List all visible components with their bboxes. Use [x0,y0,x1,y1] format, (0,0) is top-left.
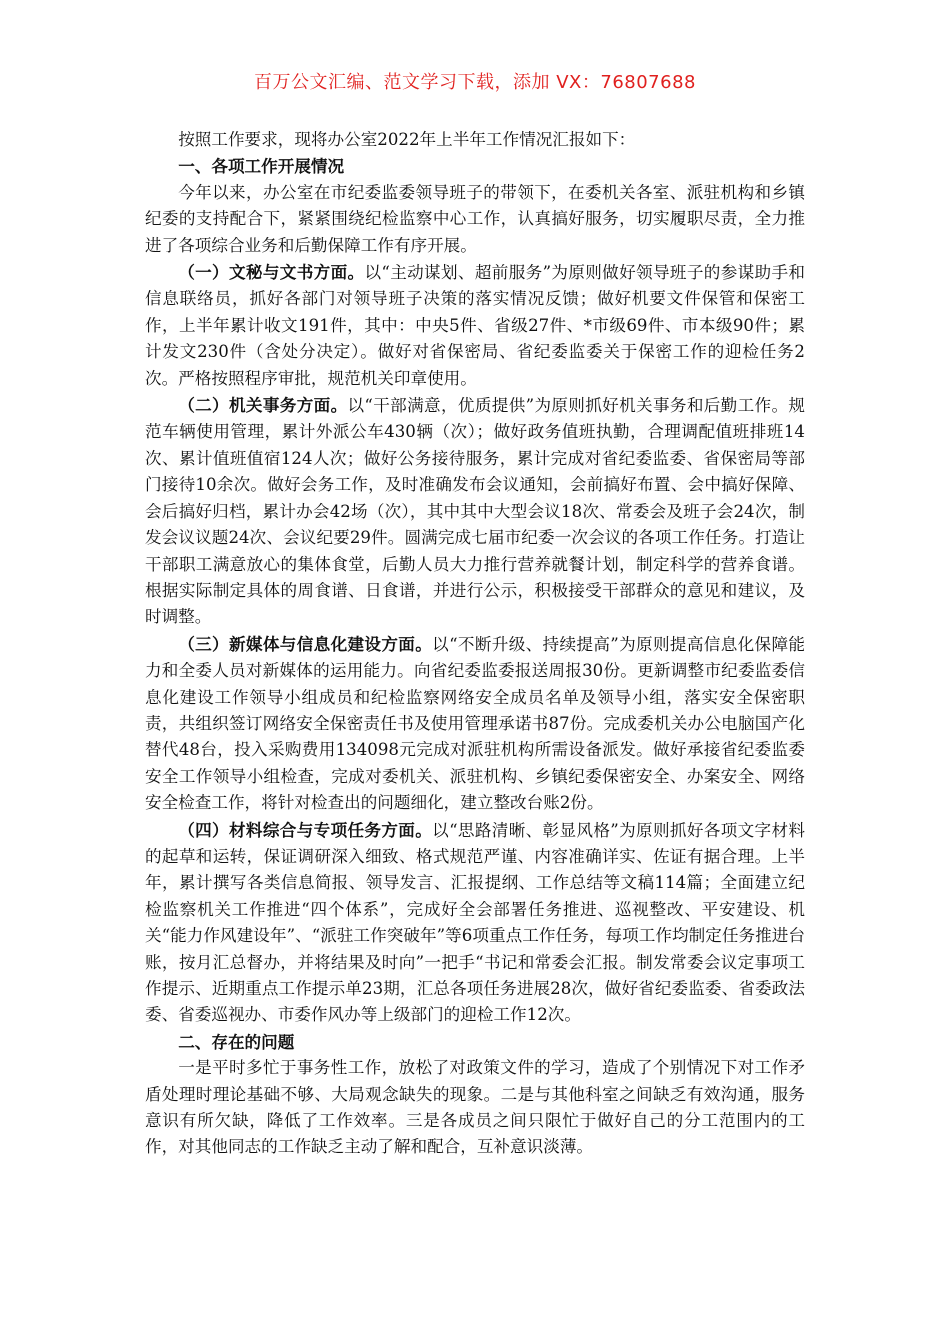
section-heading-1: 一、各项工作开展情况 [178,156,345,177]
subsection-title: （三）新媒体与信息化建设方面。 [178,633,433,654]
subsection-paragraph [145,259,805,392]
subsection-body: 以“不断升级、持续提高”为原则提高信息化保障能力和全委人员对新媒体的运用能力。向省纪委监委报送周报30份。更新调整市纪委监委信息化建设工作领导小组成员和纪检监察网络安全成员名单及领导小组，落实安全保密职责，共组织签订网络安全保密责任书及使用管理承诺书87份。完成委机关办公电脑国产化替代48台，投入采购费用134098元完成对派驻机构所需设备派发。做好承接省纪委监委安全工作领导小组检查，完成对委机关、派驻机构、乡镇纪委保密安全、办案安全、网络安全检查工作，将针对检查出的问题细化，建立整改台账2份。 [145,634,806,813]
subsection-title: （四）材料综合与专项任务方面。 [178,819,433,840]
overview-paragraph: 今年以来，办公室在市纪委监委领导班子的带领下，在委机关各室、派驻机构和乡镇纪委的支持配合下，紧紧围绕纪检监察中心工作，认真搞好服务，切实履职尽责，全力推进了各项综合业务和后勤保障工作有序开展。 [145,182,805,255]
problems-paragraph: 一是平时多忙于事务性工作，放松了对政策文件的学习，造成了个别情况下对工作矛盾处理时理论基础不够、大局观念缺失的现象。二是与其他科室之间缺乏有效沟通，服务意识有所欠缺，降低了工作效率。三是各成员之间只限忙于做好自己的分工范围内的工作，对其他同志的工作缺乏主动了解和配合，互补意识淡薄。 [145,1058,805,1157]
subsection-body: 以“主动谋划、超前服务”为原则做好领导班子的参谋助手和信息联络员，抓好各部门对领导班子决策的落实情况反馈；做好机要文件保管和保密工作，上半年累计收文191件，其中：中央5件、省级27件、*市级69件、市本级90件；累计发文230件（含处分决定）。做好对省保密局、省纪委监委关于保密工作的迎检任务2次。严格按照程序审批，规范机关印章使用。 [145,263,806,388]
subsection-paragraph [145,392,805,631]
subsection-title: （二）机关事务方面。 [178,395,348,416]
subsection-paragraph [145,817,805,1029]
subsection-paragraph [145,631,805,817]
intro-paragraph: 按照工作要求，现将办公室2022年上半年工作情况汇报如下： [178,130,636,149]
subsection-body: 以“思路清晰、彰显风格”为原则抓好各项文字材料的起草和运转，保证调研深入细致、格式规范严谨、内容准确详实、佐证有据合理。上半年，累计撰写各类信息简报、领导发言、汇报提纲、工作总结等文稿114篇；全面建立纪检监察机关工作推进“四个体系”，完成好全会部署任务推进、巡视整改、平安建设、机关“能力作风建设年”、“派驻工作突破年”等6项重点工作任务，每项工作均制定任务推进台账，按月汇总督办，并将结果及时向”一把手“书记和常委会汇报。制发常委会议定事项工作提示、近期重点工作提示单23期，汇总各项任务进展28次，做好省纪委监委、省委政法委、省委巡视办、市委作风办等上级部门的迎检工作12次。 [145,820,806,1025]
subsection-title: （一）文秘与文书方面。 [178,262,365,283]
document-body [145,127,805,1161]
subsection-body: 以“干部满意，优质提供”为原则抓好机关事务和后勤工作。规范车辆使用管理，累计外派公车430辆（次）；做好政务值班执勤，合理调配值班排班14次、累计值班值宿124人次；做好公务接待服务，累计完成对省纪委监委、省保密局等部门接待10余次。做好会务工作，及时准确发布会议通知，会前搞好布置、会中搞好保障、会后搞好归档，累计办会42场（次），其中其中大型会议18次、常委会及班子会24次，制发会议议题24次、会议纪要29件。圆满完成七届市纪委一次会议的各项工作任务。打造让干部职工满意放心的集体食堂，后勤人员大力推行营养就餐计划，制定科学的营养食谱。根据实际制定具体的周食谱、日食谱，并进行公示，积极接受干部群众的意见和建议，及时调整。 [145,396,806,627]
section-heading-2: 二、存在的问题 [178,1031,295,1052]
watermark-banner: 百万公文汇编、范文学习下载，添加 VX：76807688 [254,72,696,93]
